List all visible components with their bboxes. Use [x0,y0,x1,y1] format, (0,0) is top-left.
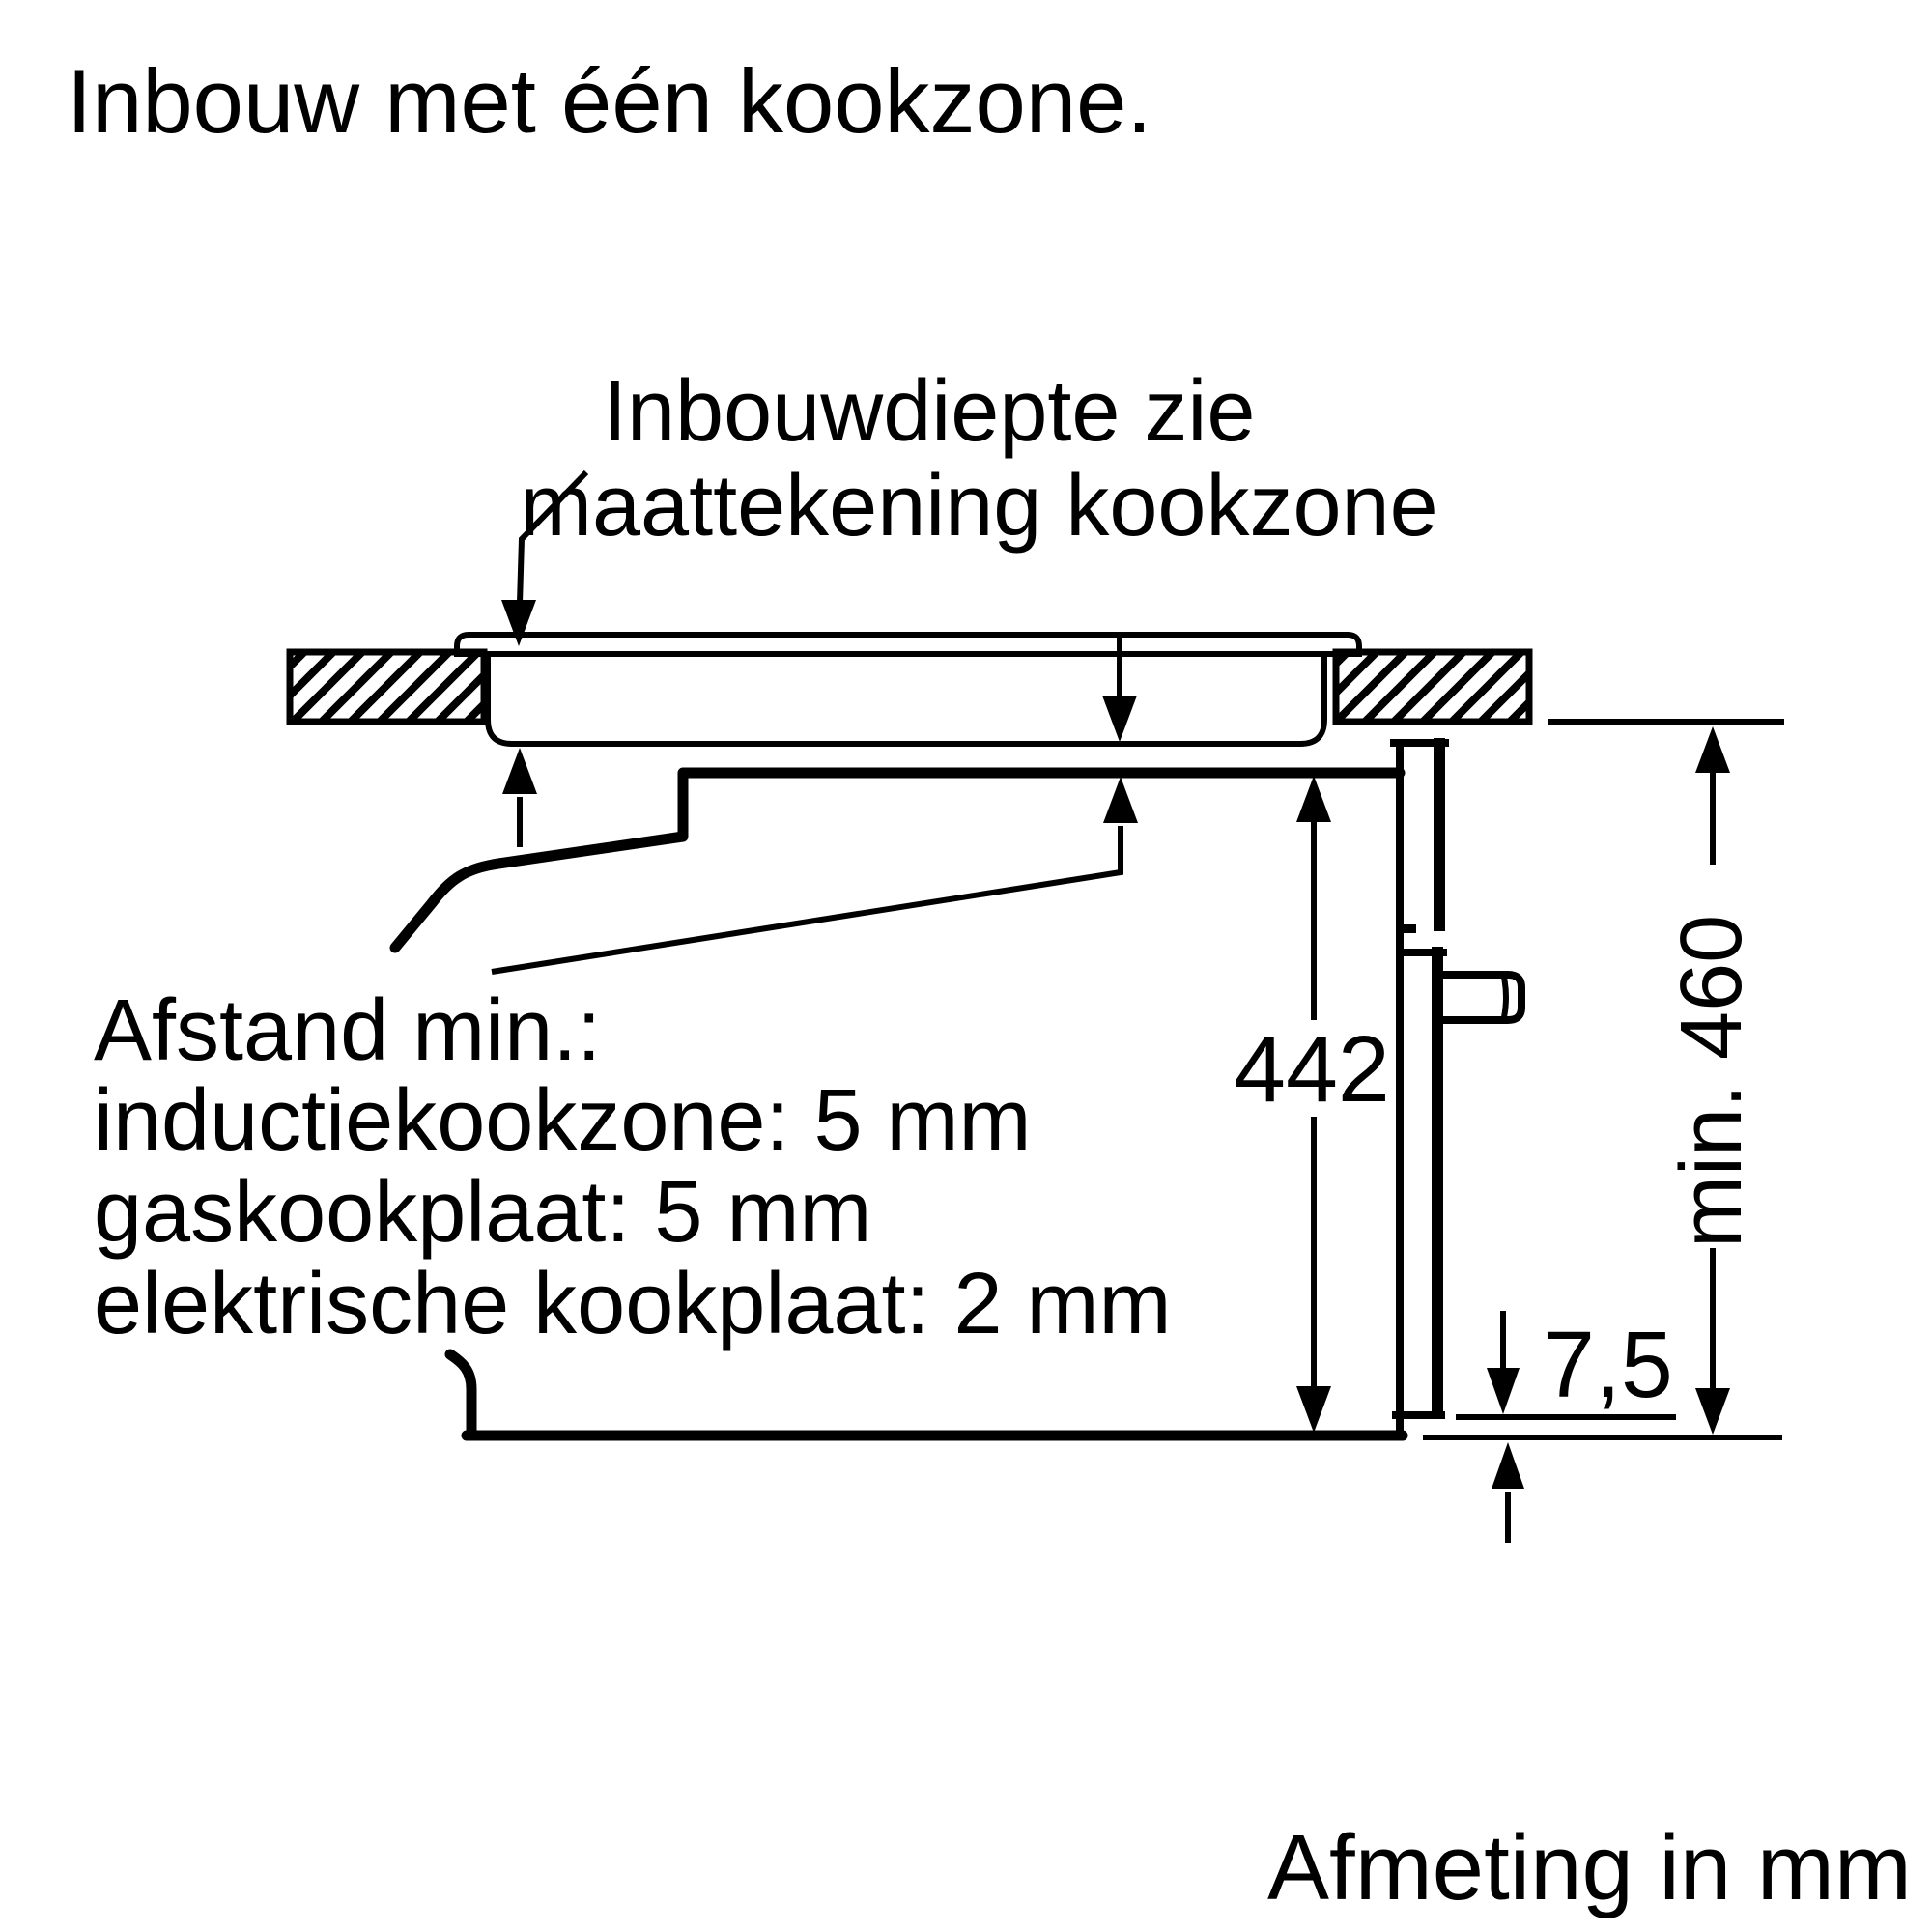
countertop-left-section [290,652,484,722]
arrow-up-icon [1492,1442,1524,1489]
units-note: Afmeting in mm [1267,1816,1912,1919]
distance-note-line-3: gaskookplaat: 5 mm [94,1164,872,1261]
oven-top-outline [395,773,1400,948]
distance-note-line-1: Afstand min.: [94,982,602,1079]
arrow-down-icon [1296,1386,1331,1433]
arrow-down-icon [1102,696,1137,742]
arrow-up-icon [1103,777,1138,823]
oven-bottom-left-corner [450,1354,471,1435]
oven-door-knob-detail [1504,978,1506,1017]
distance-note-line-4: elektrische kookplaat: 2 mm [94,1256,1172,1352]
page-title: Inbouw met één kookzone. [67,50,1152,152]
arrow-up-icon [1296,776,1331,822]
arrow-up-icon [502,748,537,794]
oven-door-knob [1442,975,1521,1020]
dim-442-label: 442 [1234,1016,1390,1122]
arrow-down-icon [501,600,536,646]
dim-7-5-label: 7,5 [1543,1312,1673,1417]
callout-line-2: maattekening kookzone [520,458,1438,554]
distance-min-leaders [492,748,1138,972]
arrow-down-icon [1695,1388,1730,1435]
countertop-right-section [1336,652,1529,722]
cooktop-lip [457,635,1359,654]
distance-note-line-2: inductiekookzone: 5 mm [94,1072,1032,1169]
arrow-up-icon [1695,726,1730,773]
dim-min-460-label: min. 460 [1663,914,1760,1248]
arrow-down-icon [1487,1368,1520,1414]
cooktop-body [488,654,1324,744]
oven-fascia-door-seam [1400,924,1416,933]
callout-line-1: Inbouwdiepte zie [603,363,1256,460]
